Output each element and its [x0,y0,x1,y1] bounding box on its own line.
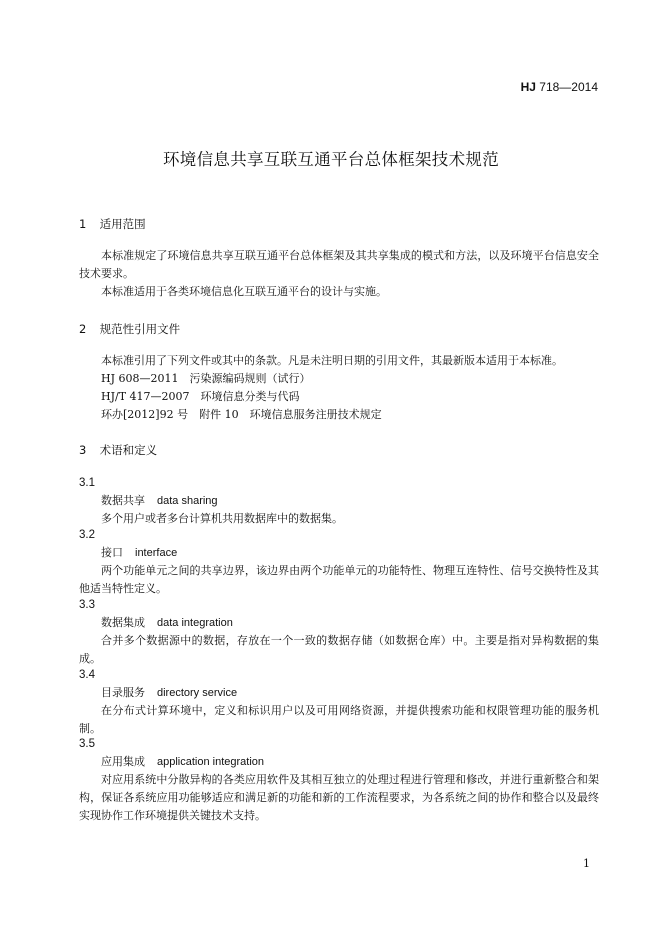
term-name [79,492,599,510]
term-definition: 合并多个数据源中的数据，存放在一个一致的数据存储（如数据仓库）中。主要是指对异构数据的集成。 [79,634,599,665]
section-2-body [79,352,599,424]
term-name [79,684,599,702]
term-en: directory service [157,687,238,699]
term-name [79,614,599,632]
term-3-1 [79,475,599,528]
paragraph: 本标准引用了下列文件或其中的条款。凡是未注明日期的引用文件，其最新版本适用于本标准。 [101,354,563,367]
paragraph: 本标准适用于各类环境信息化互联互通平台的设计与实施。 [101,285,387,298]
term-number: 3.4 [79,669,95,681]
section-number: 1 [79,217,87,231]
term-number: 3.2 [79,529,95,541]
section-1-body [79,247,599,301]
standard-number-value: 718—2014 [539,80,598,94]
term-definition: 两个功能单元之间的共享边界，该边界由两个功能单元的功能特性、物理互连特性、信号交换特性及其他适当特性定义。 [79,564,599,595]
term-3-3 [79,597,599,668]
term-en: data sharing [157,495,218,507]
section-title: 适用范围 [99,217,146,231]
section-title: 规范性引用文件 [99,322,181,336]
reference-item: 环办[2012]92 号 附件 10 环境信息服务注册技术规定 [101,408,382,421]
term-en: interface [135,547,178,559]
term-cn: 应用集成 [101,755,145,768]
term-3-4 [79,667,599,738]
term-3-2 [79,527,599,598]
term-cn: 接口 [101,546,123,559]
section-3-heading [79,442,599,458]
paragraph: 本标准规定了环境信息共享互联互通平台总体框架及其共享集成的模式和方法，以及环境平台信息安全技术要求。 [79,249,599,280]
term-name [79,544,599,562]
term-en: application integration [157,756,265,768]
term-definition: 对应用系统中分散异构的各类应用软件及其相互独立的处理过程进行管理和修改，并进行重新整合和架构，保证各系统应用功能够适应和满足新的功能和新的工作流程要求，为各系统之间的协作和整合以及最终实现协作工作环境提供关键技术支持。 [79,773,599,822]
term-definition: 在分布式计算环境中，定义和标识用户以及可用网络资源，并提供搜索功能和权限管理功能的服务机制。 [79,704,599,735]
standard-code: HJ [520,80,536,94]
term-cn: 数据集成 [101,616,145,629]
section-number: 3 [79,443,87,457]
section-2-heading [79,321,599,337]
term-definition: 多个用户或者多台计算机共用数据库中的数据集。 [101,512,343,525]
page-number: 1 [583,857,590,870]
term-cn: 目录服务 [101,686,145,699]
term-name [79,753,599,771]
document-title: 环境信息共享互联互通平台总体框架技术规范 [163,150,499,169]
term-number: 3.1 [79,477,95,489]
section-number: 2 [79,322,87,336]
section-title: 术语和定义 [99,443,158,457]
section-1-heading [79,216,599,232]
term-number: 3.5 [79,738,95,750]
reference-item: HJ/T 417—2007 环境信息分类与代码 [101,390,300,403]
term-3-5 [79,736,599,825]
term-en: data integration [157,617,233,629]
term-number: 3.3 [79,599,95,611]
reference-item: HJ 608—2011 污染源编码规则（试行） [101,372,311,385]
standard-number [521,80,598,94]
term-cn: 数据共享 [101,494,145,507]
